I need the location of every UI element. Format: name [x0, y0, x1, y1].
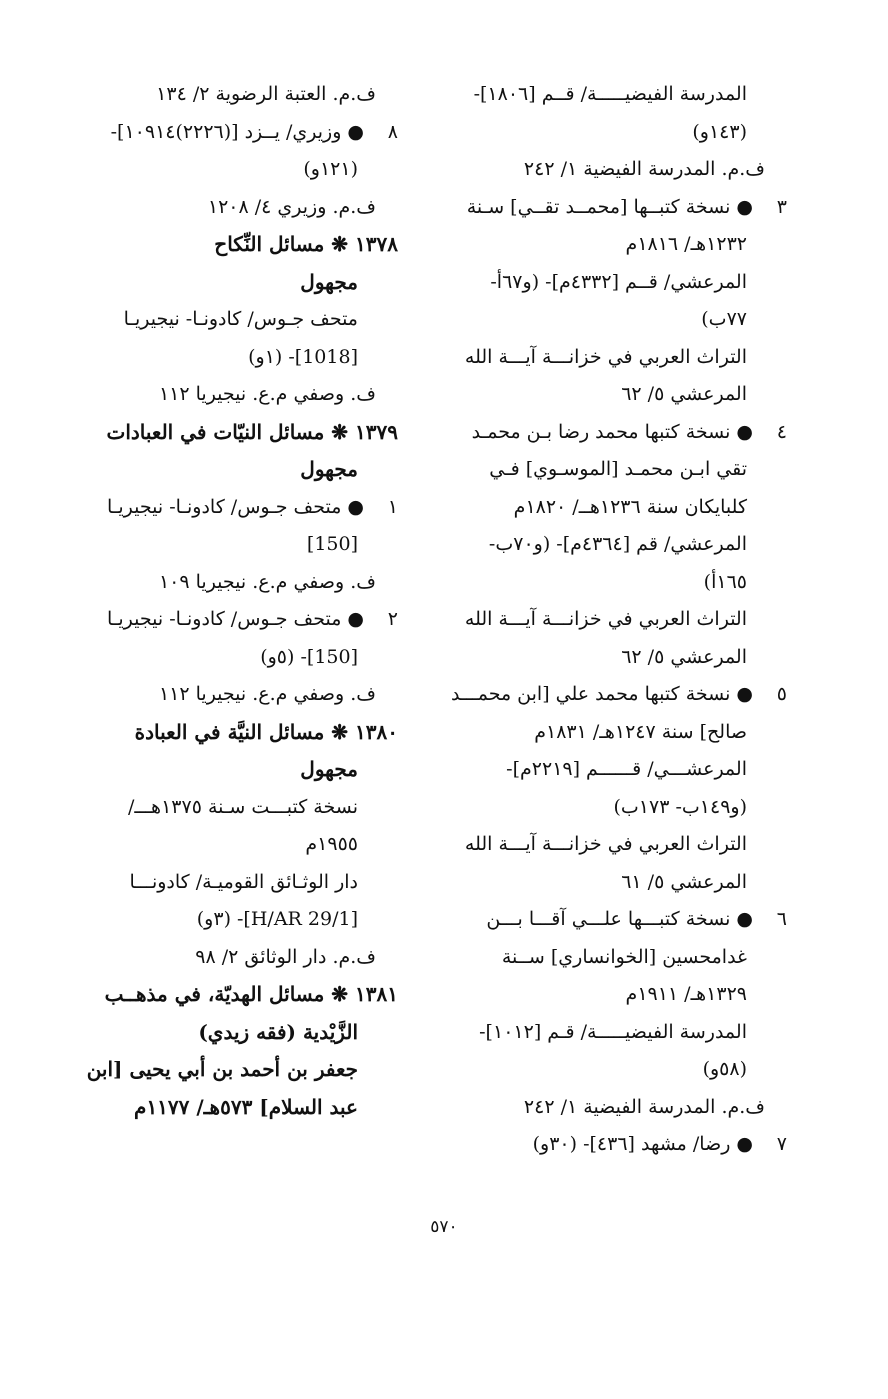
- item-number: ١: [387, 495, 398, 518]
- text-line: ١٩٥٥م: [305, 833, 358, 855]
- text-line: ١٢٣٢هـ/ ١٨١٦م: [625, 233, 747, 255]
- bullet-icon: ●: [347, 495, 364, 518]
- text-line: (و١٤٩ب- ١٧٣ب): [613, 795, 747, 818]
- entry-heading: ١٣٨١ ❋ مسائل الهديّة، في مذهــب: [104, 982, 398, 1006]
- text-line: (١٢١و): [303, 158, 358, 180]
- numbered-item: [445, 1126, 787, 1164]
- item-text: نسخة كتبـــها علـــي آقـــا بـــن: [486, 908, 731, 930]
- text-line: ف. وصفي م.ع. نيجيريا ١٠٩: [158, 570, 376, 593]
- text-line: ف.م. المدرسة الفيضية ١/ ٢٤٢: [523, 1095, 765, 1118]
- item-text: نسخة كتبــها [محمــد تقــي] سـنة: [466, 195, 731, 218]
- item-text: نسخة كتبها محمد رضا بـن محمـد: [471, 420, 731, 443]
- bullet-icon: ●: [736, 683, 753, 705]
- bullet-icon: ●: [736, 908, 753, 930]
- text-line: ف. وصفي م.ع. نيجيريا ١١٢: [158, 683, 376, 705]
- text-line: المرعشي/ قــم [٤٣٣٢م]- (و٦٧أ-: [490, 270, 747, 293]
- text-line: ٧٧ب): [701, 308, 747, 330]
- numbered-item: [445, 901, 787, 939]
- text-line: ف.م. وزيري ٤/ ١٢٠٨: [207, 195, 376, 218]
- item-number: ٣: [776, 195, 787, 218]
- text-line: ف.م. العتبة الرضوية ٢/ ١٣٤: [156, 83, 376, 105]
- text-line: كلبايكان سنة ١٢٣٦هــ/ ١٨٢٠م: [513, 495, 747, 518]
- text-line: ف.م. دار الوثائق ٢/ ٩٨: [195, 945, 376, 968]
- item-text: متحف جـوس/ كادونـا- نيجيريـا: [107, 608, 342, 630]
- item-number: ٦: [776, 908, 787, 930]
- item-number: ٧: [776, 1133, 787, 1155]
- entry-heading: مجهول: [300, 757, 358, 781]
- numbered-item: [66, 114, 398, 152]
- item-number: ٨: [387, 120, 398, 143]
- text-line: [1018]- (١و): [248, 345, 358, 368]
- text-line: دار الوثـائق القوميـة/ كادونـــا: [129, 870, 358, 893]
- item-number: ٥: [776, 683, 787, 705]
- text-line: التراث العربي في خزانـــة آيـــة الله: [464, 345, 747, 368]
- text-line: المدرسة الفيضيـــــة/ قـم [١٠١٢]-: [479, 1020, 747, 1043]
- entry-heading: عبد السلام] ٥٧٣هـ/ ١١٧٧م: [134, 1094, 358, 1119]
- text-line: غدامحسين [الخوانساري] ســنة: [501, 945, 747, 968]
- entry-heading: جعفر بن أحمد بن أبي يحيى [ابن: [86, 1057, 358, 1081]
- text-line: (١٤٣و): [692, 120, 747, 143]
- item-text: نسخة كتبها محمد علي [ابن محمـــد: [451, 683, 731, 705]
- text-line: (٥٨و): [702, 1058, 747, 1080]
- entry-heading: مجهول: [300, 269, 358, 294]
- bullet-icon: ●: [347, 120, 364, 143]
- text-line: ف. وصفي م.ع. نيجيريا ١١٢: [158, 383, 376, 405]
- text-line: المرعشـــي/ قــــــم [٢٢١٩م]-: [506, 758, 747, 780]
- text-line: المدرسة الفيضيـــــة/ قــم [١٨٠٦]-: [473, 83, 747, 105]
- item-number: ٢: [387, 608, 398, 630]
- text-line: التراث العربي في خزانـــة آيـــة الله: [464, 833, 747, 855]
- text-line: نسخة كتبـــت سـنة ١٣٧٥هـــ/: [127, 795, 358, 818]
- text-line: صالح] سنة ١٢٤٧هـ/ ١٨٣١م: [534, 720, 747, 743]
- bullet-icon: ●: [736, 420, 753, 443]
- text-line: متحف جـوس/ كادونـا- نيجيريـا: [123, 308, 358, 330]
- bullet-icon: ●: [347, 608, 364, 630]
- entry-heading: ١٣٧٨ ❋ مسائل النِّكاح: [214, 232, 398, 256]
- text-line: المرعشي ٥/ ٦٢: [621, 645, 747, 668]
- entry-heading: ١٣٧٩ ❋ مسائل النيّات في العبادات: [106, 419, 398, 444]
- numbered-item: [445, 189, 787, 227]
- item-text: متحف جـوس/ كادونـا- نيجيريـا: [107, 495, 342, 518]
- left-column: [66, 76, 398, 1126]
- right-column: [445, 76, 787, 1164]
- text-line: [150]- (٥و): [260, 645, 358, 668]
- text-line: المرعشي ٥/ ٦٢: [621, 383, 747, 405]
- text-line: ف.م. المدرسة الفيضية ١/ ٢٤٢: [523, 158, 765, 180]
- entry-heading: مجهول: [300, 457, 358, 481]
- text-line: [150]: [306, 533, 358, 555]
- bullet-icon: ●: [736, 195, 753, 218]
- text-line: ١٦٥أ): [703, 570, 747, 593]
- text-line: المرعشي ٥/ ٦١: [621, 870, 747, 893]
- text-line: ١٣٢٩هـ/ ١٩١١م: [625, 983, 747, 1005]
- item-number: ٤: [776, 420, 787, 443]
- numbered-item: [66, 489, 398, 527]
- item-text: وزيري/ يــزد [(٢٢٢٦)١٠٩١٤]-: [110, 120, 342, 143]
- text-line: [H/AR 29/1]- (٣و): [196, 908, 358, 930]
- item-text: رضا/ مشهد [٤٣٦]- (٣٠و): [532, 1133, 731, 1155]
- text-line: تقي ابـن محمـد [الموسـوي] فـي: [489, 458, 747, 480]
- entry-heading: ١٣٨٠ ❋ مسائل النيَّة في العبادة: [134, 719, 398, 744]
- bullet-icon: ●: [736, 1133, 753, 1155]
- text-line: المرعشي/ قم [٤٣٦٤م]- (و٧٠ب-: [488, 533, 747, 555]
- numbered-item: [445, 676, 787, 714]
- text-line: التراث العربي في خزانـــة آيـــة الله: [464, 608, 747, 630]
- page-number: ٥٧٠: [430, 1217, 458, 1237]
- numbered-item: [445, 414, 787, 452]
- numbered-item: [66, 601, 398, 639]
- entry-heading: الزَّيْدية (فقه زيدي): [198, 1019, 358, 1044]
